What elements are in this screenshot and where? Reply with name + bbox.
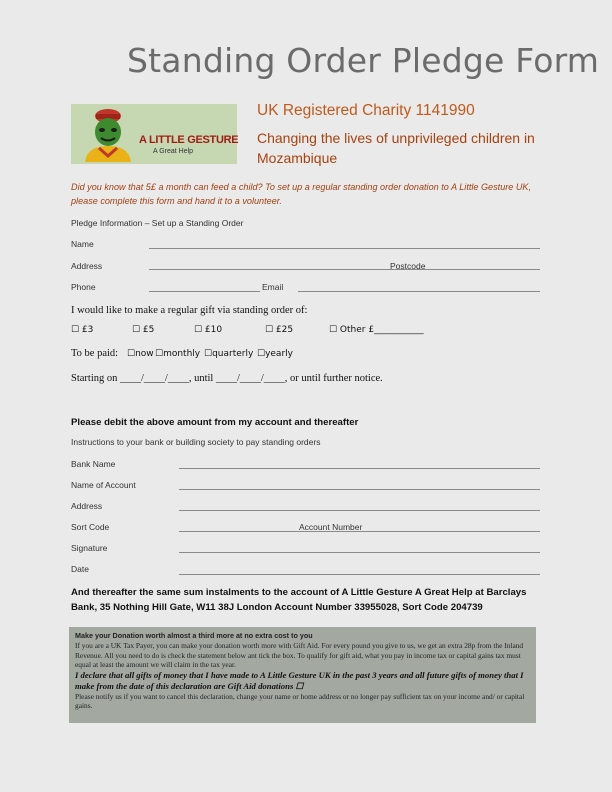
bank-address-label: Address: [71, 501, 103, 511]
logo: [71, 104, 237, 164]
bank-name-label: Bank Name: [71, 459, 116, 469]
payee-details: And thereafter the same sum instalments to the account of A Little Gesture A Great Help at Barclays Bank, 35 Nothing Hill Gate, W11 38J London Account Number 33955028, Sort Code 204739: [71, 587, 527, 613]
email-label: Email: [262, 282, 284, 292]
amount-option-10[interactable]: ☐ £10: [194, 325, 223, 335]
email-field[interactable]: [298, 291, 540, 292]
account-name-field[interactable]: [179, 489, 540, 490]
bank-instructions: Instructions to your bank or building society to pay standing orders: [71, 437, 321, 447]
child-face-logo-icon: [79, 106, 137, 162]
gift-aid-declaration[interactable]: I declare that all gifts of money that I have made to A Little Gesture UK in the past 3 years and all future gifts of money that I make from the date of this declaration are Gift Aid donations ☐: [75, 669, 524, 691]
starting-on-text: Starting on ____/____/____, until ____/____/____, or until further notice.: [71, 373, 383, 384]
intro-text: Did you know that 5£ a month can feed a child? To set up a regular standing order donation to A Little Gesture UK, please complete this form and hand it to a volunteer.: [71, 182, 532, 206]
signature-label: Signature: [71, 543, 108, 553]
mission-statement: Changing the lives of unprivileged children in Mozambique: [257, 130, 535, 166]
account-name-label: Name of Account: [71, 480, 136, 490]
date-label: Date: [71, 564, 89, 574]
logo-name: A LITTLE GESTURE: [139, 134, 239, 146]
gift-aid-note: Please notify us if you want to cancel this declaration, change your name or home address or no longer pay sufficient tax on your income and/ or capital gains.: [75, 691, 525, 710]
gift-aid-body: If you are a UK Tax Payer, you can make your donation worth more with Gift Aid. For every pound you give to us, we get an extra 28p from the Inland Revenue. All you need to do is check the statement below ant tick the box. To qualify for gift aid, what you pay in income tax or capital gains tax must equal at least the amount we will claim in the tax year.: [75, 641, 524, 669]
pledge-section-title: Pledge Information – Set up a Standing Order: [71, 218, 244, 228]
postcode-label: Postcode: [390, 261, 426, 271]
phone-field[interactable]: [149, 291, 260, 292]
to-be-paid-label: To be paid:: [71, 348, 119, 359]
amount-option-25[interactable]: ☐ £25: [265, 325, 294, 335]
amount-option-other[interactable]: ☐ Other £___________: [329, 325, 424, 335]
date-field[interactable]: [179, 574, 540, 575]
address-field[interactable]: [149, 269, 540, 270]
amount-option-3[interactable]: ☐ £3: [71, 325, 94, 335]
sort-code-label: Sort Code: [71, 522, 110, 532]
phone-label: Phone: [71, 282, 96, 292]
amount-option-5[interactable]: ☐ £5: [132, 325, 155, 335]
account-number-label: Account Number: [299, 522, 363, 532]
frequency-now[interactable]: ☐now: [127, 349, 154, 359]
gift-aid-box: [69, 627, 536, 723]
name-label: Name: [71, 239, 94, 249]
charity-number: UK Registered Charity 1141990: [257, 102, 475, 119]
frequency-monthly[interactable]: ☐monthly: [155, 349, 201, 359]
logo-tagline: A Great Help: [153, 148, 194, 155]
page-title: Standing Order Pledge Form: [127, 41, 600, 80]
frequency-yearly[interactable]: ☐yearly: [257, 349, 293, 359]
gift-statement: I would like to make a regular gift via standing order of:: [71, 305, 308, 316]
signature-field[interactable]: [179, 552, 540, 553]
name-field[interactable]: [149, 248, 540, 249]
bank-name-field[interactable]: [179, 468, 540, 469]
bank-address-field[interactable]: [179, 510, 540, 511]
gift-aid-title: Make your Donation worth almost a third more at no extra cost to you: [75, 631, 313, 640]
frequency-quarterly[interactable]: ☐quarterly: [204, 349, 254, 359]
bank-heading: Please debit the above amount from my account and thereafter: [71, 417, 359, 428]
address-label: Address: [71, 261, 103, 271]
